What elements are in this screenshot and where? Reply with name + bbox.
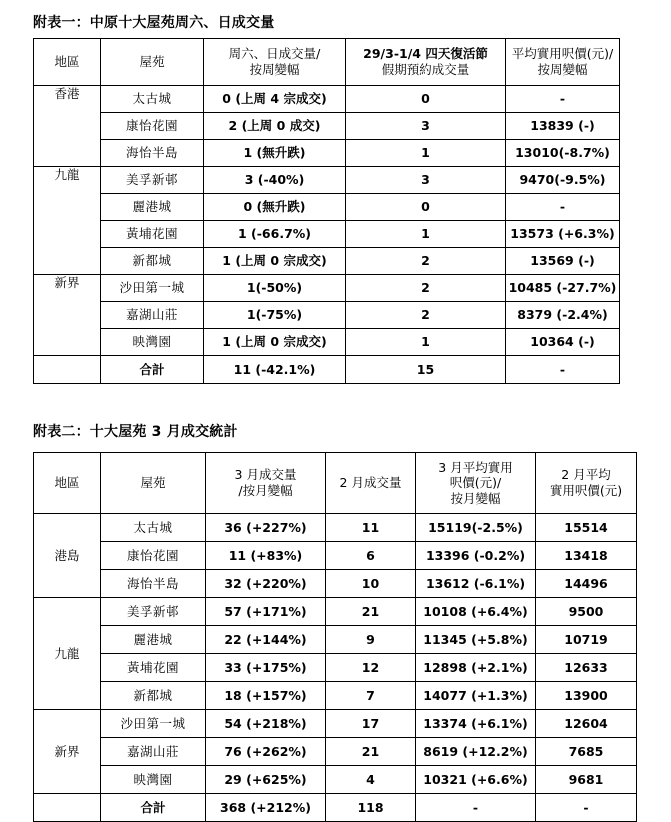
header-march-avg-price-line3: 按月變幅 [450, 490, 501, 506]
holiday-volume: 0 [346, 194, 506, 221]
estate-name: 沙田第一城 [101, 710, 206, 738]
header-february-volume: 2 月成交量 [326, 453, 416, 514]
table-row [34, 738, 637, 766]
february-avg-price: 7685 [536, 738, 637, 766]
february-avg-price: 15514 [536, 514, 637, 542]
estate-name: 映灣園 [101, 329, 204, 356]
header-region: 地區 [34, 453, 101, 514]
total-label: 合計 [101, 356, 204, 384]
march-avg-price: 13396 (-0.2%) [416, 542, 536, 570]
avg-price: 10485 (-27.7%) [506, 275, 620, 302]
estate-name: 太古城 [101, 86, 204, 113]
march-avg-price: 8619 (+12.2%) [416, 738, 536, 766]
table-2-total-row [34, 794, 637, 822]
total-march-avg-price: - [416, 794, 536, 822]
avg-price: 10364 (-) [506, 329, 620, 356]
february-volume: 21 [326, 598, 416, 626]
region-cell-kowloon: 九龍 [34, 598, 101, 710]
february-avg-price: 12633 [536, 654, 637, 682]
estate-name: 麗港城 [101, 626, 206, 654]
header-avg-price-line1: 平均實用呎價(元)/ [511, 46, 614, 62]
table-march-statistics [33, 452, 637, 822]
estate-name: 海怡半島 [101, 570, 206, 598]
table-row [34, 221, 620, 248]
february-volume: 21 [326, 738, 416, 766]
holiday-volume: 0 [346, 86, 506, 113]
header-estate: 屋苑 [101, 39, 204, 86]
weekend-volume: 3 (-40%) [204, 167, 346, 194]
march-volume: 18 (+157%) [206, 682, 326, 710]
march-volume: 11 (+83%) [206, 542, 326, 570]
table-row [34, 598, 637, 626]
table-row [34, 682, 637, 710]
march-avg-price: 14077 (+1.3%) [416, 682, 536, 710]
table-row [34, 248, 620, 275]
february-avg-price: 14496 [536, 570, 637, 598]
march-avg-price: 11345 (+5.8%) [416, 626, 536, 654]
total-february-volume: 118 [326, 794, 416, 822]
march-volume: 32 (+220%) [206, 570, 326, 598]
header-avg-price [506, 39, 620, 86]
table-2-header-row [34, 453, 637, 514]
header-weekend-volume [204, 39, 346, 86]
table-row [34, 514, 637, 542]
avg-price: 13839 (-) [506, 113, 620, 140]
total-region-blank [34, 794, 101, 822]
table-row [34, 275, 620, 302]
header-avg-price-line2: 按周變幅 [537, 62, 588, 77]
table-2-title: 附表二：十大屋苑 3 月成交統計 [33, 424, 238, 440]
estate-name: 康怡花園 [101, 542, 206, 570]
february-volume: 17 [326, 710, 416, 738]
march-volume: 76 (+262%) [206, 738, 326, 766]
total-march-volume: 368 (+212%) [206, 794, 326, 822]
estate-name: 麗港城 [101, 194, 204, 221]
header-weekend-volume-line2: 按周變幅 [249, 62, 300, 77]
total-region-blank [34, 356, 101, 384]
february-avg-price: 10719 [536, 626, 637, 654]
march-volume: 33 (+175%) [206, 654, 326, 682]
region-cell-newterritories: 新界 [34, 710, 101, 794]
header-estate: 屋苑 [101, 453, 206, 514]
february-avg-price: 13900 [536, 682, 637, 710]
header-holiday-volume-line1: 29/3-1/4 四天復活節 [363, 46, 488, 62]
avg-price: - [506, 194, 620, 221]
table-row [34, 710, 637, 738]
estate-name: 美孚新邨 [101, 167, 204, 194]
weekend-volume: 1 (上周 0 宗成交) [204, 248, 346, 275]
holiday-volume: 1 [346, 140, 506, 167]
weekend-volume: 1(-75%) [204, 302, 346, 329]
region-cell-newterritories: 新界 [34, 275, 101, 356]
total-february-avg-price: - [536, 794, 637, 822]
header-holiday-volume [346, 39, 506, 86]
estate-name: 新都城 [101, 682, 206, 710]
header-march-volume-line1: 3 月成交量 [234, 467, 297, 483]
estate-name: 嘉湖山莊 [101, 738, 206, 766]
march-avg-price: 13612 (-6.1%) [416, 570, 536, 598]
table-weekend-transactions [33, 38, 620, 384]
march-volume: 22 (+144%) [206, 626, 326, 654]
header-holiday-volume-line2: 假期預約成交量 [381, 62, 470, 77]
february-avg-price: 9681 [536, 766, 637, 794]
weekend-volume: 1 (-66.7%) [204, 221, 346, 248]
table-row [34, 570, 637, 598]
weekend-volume: 1 (上周 0 宗成交) [204, 329, 346, 356]
header-march-avg-price [416, 453, 536, 514]
weekend-volume: 1(-50%) [204, 275, 346, 302]
table-row [34, 140, 620, 167]
table-row [34, 626, 637, 654]
march-volume: 36 (+227%) [206, 514, 326, 542]
holiday-volume: 3 [346, 167, 506, 194]
march-avg-price: 13374 (+6.1%) [416, 710, 536, 738]
february-volume: 7 [326, 682, 416, 710]
february-volume: 10 [326, 570, 416, 598]
estate-name: 黃埔花園 [101, 654, 206, 682]
table-row [34, 113, 620, 140]
avg-price: 13010(-8.7%) [506, 140, 620, 167]
header-region: 地區 [34, 39, 101, 86]
march-volume: 29 (+625%) [206, 766, 326, 794]
header-march-avg-price-line2: 呎價(元)/ [449, 475, 502, 491]
table-row [34, 302, 620, 329]
february-volume: 11 [326, 514, 416, 542]
march-avg-price: 10108 (+6.4%) [416, 598, 536, 626]
march-volume: 54 (+218%) [206, 710, 326, 738]
holiday-volume: 2 [346, 275, 506, 302]
march-avg-price: 12898 (+2.1%) [416, 654, 536, 682]
avg-price: - [506, 86, 620, 113]
avg-price: 8379 (-2.4%) [506, 302, 620, 329]
february-volume: 9 [326, 626, 416, 654]
header-weekend-volume-line1: 周六、日成交量/ [228, 46, 321, 62]
table-1-title: 附表一：中原十大屋苑周六、日成交量 [33, 15, 275, 31]
table-row [34, 329, 620, 356]
header-february-avg-price [536, 453, 637, 514]
estate-name: 新都城 [101, 248, 204, 275]
total-holiday-volume: 15 [346, 356, 506, 384]
holiday-volume: 3 [346, 113, 506, 140]
header-march-volume-line2: /按月變幅 [238, 483, 293, 498]
holiday-volume: 1 [346, 329, 506, 356]
header-march-avg-price-line1: 3 月平均實用 [438, 459, 513, 475]
february-avg-price: 13418 [536, 542, 637, 570]
march-avg-price: 15119(-2.5%) [416, 514, 536, 542]
estate-name: 太古城 [101, 514, 206, 542]
header-march-volume [206, 453, 326, 514]
weekend-volume: 1 (無升跌) [204, 140, 346, 167]
region-cell-hongkong: 香港 [34, 86, 101, 167]
estate-name: 海怡半島 [101, 140, 204, 167]
region-cell-kowloon: 九龍 [34, 167, 101, 275]
avg-price: 9470(-9.5%) [506, 167, 620, 194]
table-row [34, 542, 637, 570]
february-volume: 6 [326, 542, 416, 570]
march-volume: 57 (+171%) [206, 598, 326, 626]
table-row [34, 654, 637, 682]
table-row [34, 194, 620, 221]
total-avg-price: - [506, 356, 620, 384]
total-weekend-volume: 11 (-42.1%) [204, 356, 346, 384]
estate-name: 美孚新邨 [101, 598, 206, 626]
avg-price: 13569 (-) [506, 248, 620, 275]
february-avg-price: 9500 [536, 598, 637, 626]
holiday-volume: 1 [346, 221, 506, 248]
table-1-total-row [34, 356, 620, 384]
avg-price: 13573 (+6.3%) [506, 221, 620, 248]
weekend-volume: 2 (上周 0 成交) [204, 113, 346, 140]
weekend-volume: 0 (上周 4 宗成交) [204, 86, 346, 113]
holiday-volume: 2 [346, 248, 506, 275]
header-february-avg-price-line2: 實用呎價(元) [549, 483, 623, 498]
table-row [34, 766, 637, 794]
estate-name: 嘉湖山莊 [101, 302, 204, 329]
march-avg-price: 10321 (+6.6%) [416, 766, 536, 794]
estate-name: 映灣園 [101, 766, 206, 794]
table-row [34, 86, 620, 113]
header-february-avg-price-line1: 2 月平均 [561, 467, 611, 483]
table-row [34, 167, 620, 194]
estate-name: 康怡花園 [101, 113, 204, 140]
table-1-header-row [34, 39, 620, 86]
estate-name: 黃埔花園 [101, 221, 204, 248]
total-label: 合計 [101, 794, 206, 822]
february-volume: 4 [326, 766, 416, 794]
february-avg-price: 12604 [536, 710, 637, 738]
holiday-volume: 2 [346, 302, 506, 329]
region-cell-hkisland: 港島 [34, 514, 101, 598]
estate-name: 沙田第一城 [101, 275, 204, 302]
february-volume: 12 [326, 654, 416, 682]
weekend-volume: 0 (無升跌) [204, 194, 346, 221]
